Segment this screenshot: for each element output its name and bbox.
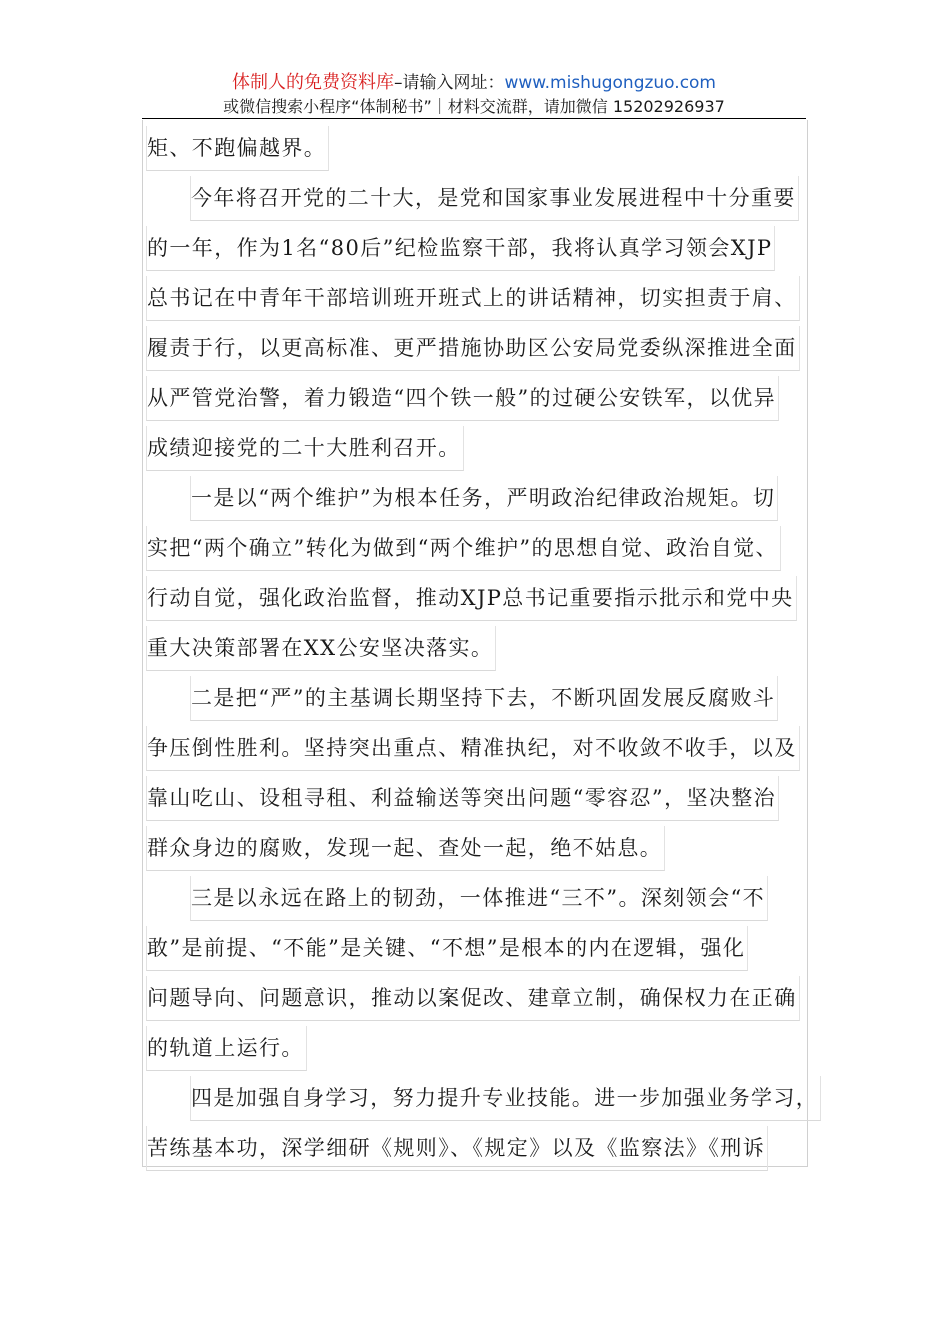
paragraph-first-line: 今年将召开党的二十大，是党和国家事业发展进程中十分重要 — [146, 176, 796, 226]
text-line: 从严管党治警，着力锻造“四个铁一般”的过硬公安铁军，以优异 — [146, 376, 796, 426]
header-line-2: 或微信搜索小程序“体制秘书”｜材料交流群，请加微信 15202926937 — [223, 97, 725, 116]
url-prefix: –请输入网址： — [393, 73, 505, 93]
text-line: 群众身边的腐败，发现一起、查处一起，绝不姑息。 — [146, 826, 796, 876]
text-line: 实把“两个确立”转化为做到“两个维护”的思想自觉、政治自觉、 — [146, 526, 796, 576]
paragraph-first-line: 二是把“严”的主基调长期坚持下去，不断巩固发展反腐败斗 — [146, 676, 796, 726]
header-line-1 — [140, 72, 808, 94]
brand-title: 体制人的免费资料库 — [231, 72, 394, 93]
document-body — [146, 126, 819, 1176]
page-header — [140, 72, 808, 118]
text-line: 重大决策部署在XX公安坚决落实。 — [146, 626, 796, 676]
text-line: 成绩迎接党的二十大胜利召开。 — [146, 426, 796, 476]
text-line: 行动自觉，强化政治监督，推动XJP总书记重要指示批示和党中央 — [146, 576, 796, 626]
text-line: 苦练基本功，深学细研《规则》、《规定》以及《监察法》《刑诉 — [146, 1126, 796, 1176]
text-line: 敢”是前提、“不能”是关键、“不想”是根本的内在逻辑，强化 — [146, 926, 796, 976]
text-line: 问题导向、问题意识，推动以案促改、建章立制，确保权力在正确 — [146, 976, 796, 1026]
paragraph-first-line: 三是以永远在路上的韧劲，一体推进“三不”。深刻领会“不 — [146, 876, 796, 926]
text-line: 争压倒性胜利。坚持突出重点、精准执纪，对不收敛不收手，以及 — [146, 726, 796, 776]
header-divider — [142, 118, 806, 119]
text-line: 总书记在中青年干部培训班开班式上的讲话精神，切实担责于肩、 — [146, 276, 796, 326]
text-line: 的轨道上运行。 — [146, 1026, 796, 1076]
text-line: 的一年，作为1名“80后”纪检监察干部，我将认真学习领会XJP — [146, 226, 796, 276]
website-link[interactable]: www.mishugongzuo.com — [504, 73, 716, 93]
text-line: 矩、不跑偏越界。 — [146, 126, 796, 176]
paragraph-first-line: 四是加强自身学习，努力提升专业技能。进一步加强业务学习， — [146, 1076, 796, 1126]
paragraph-first-line: 一是以“两个维护”为根本任务，严明政治纪律政治规矩。切 — [146, 476, 796, 526]
text-line: 靠山吃山、设租寻租、利益输送等突出问题“零容忍”，坚决整治 — [146, 776, 796, 826]
text-line: 履责于行，以更高标准、更严措施协助区公安局党委纵深推进全面 — [146, 326, 796, 376]
